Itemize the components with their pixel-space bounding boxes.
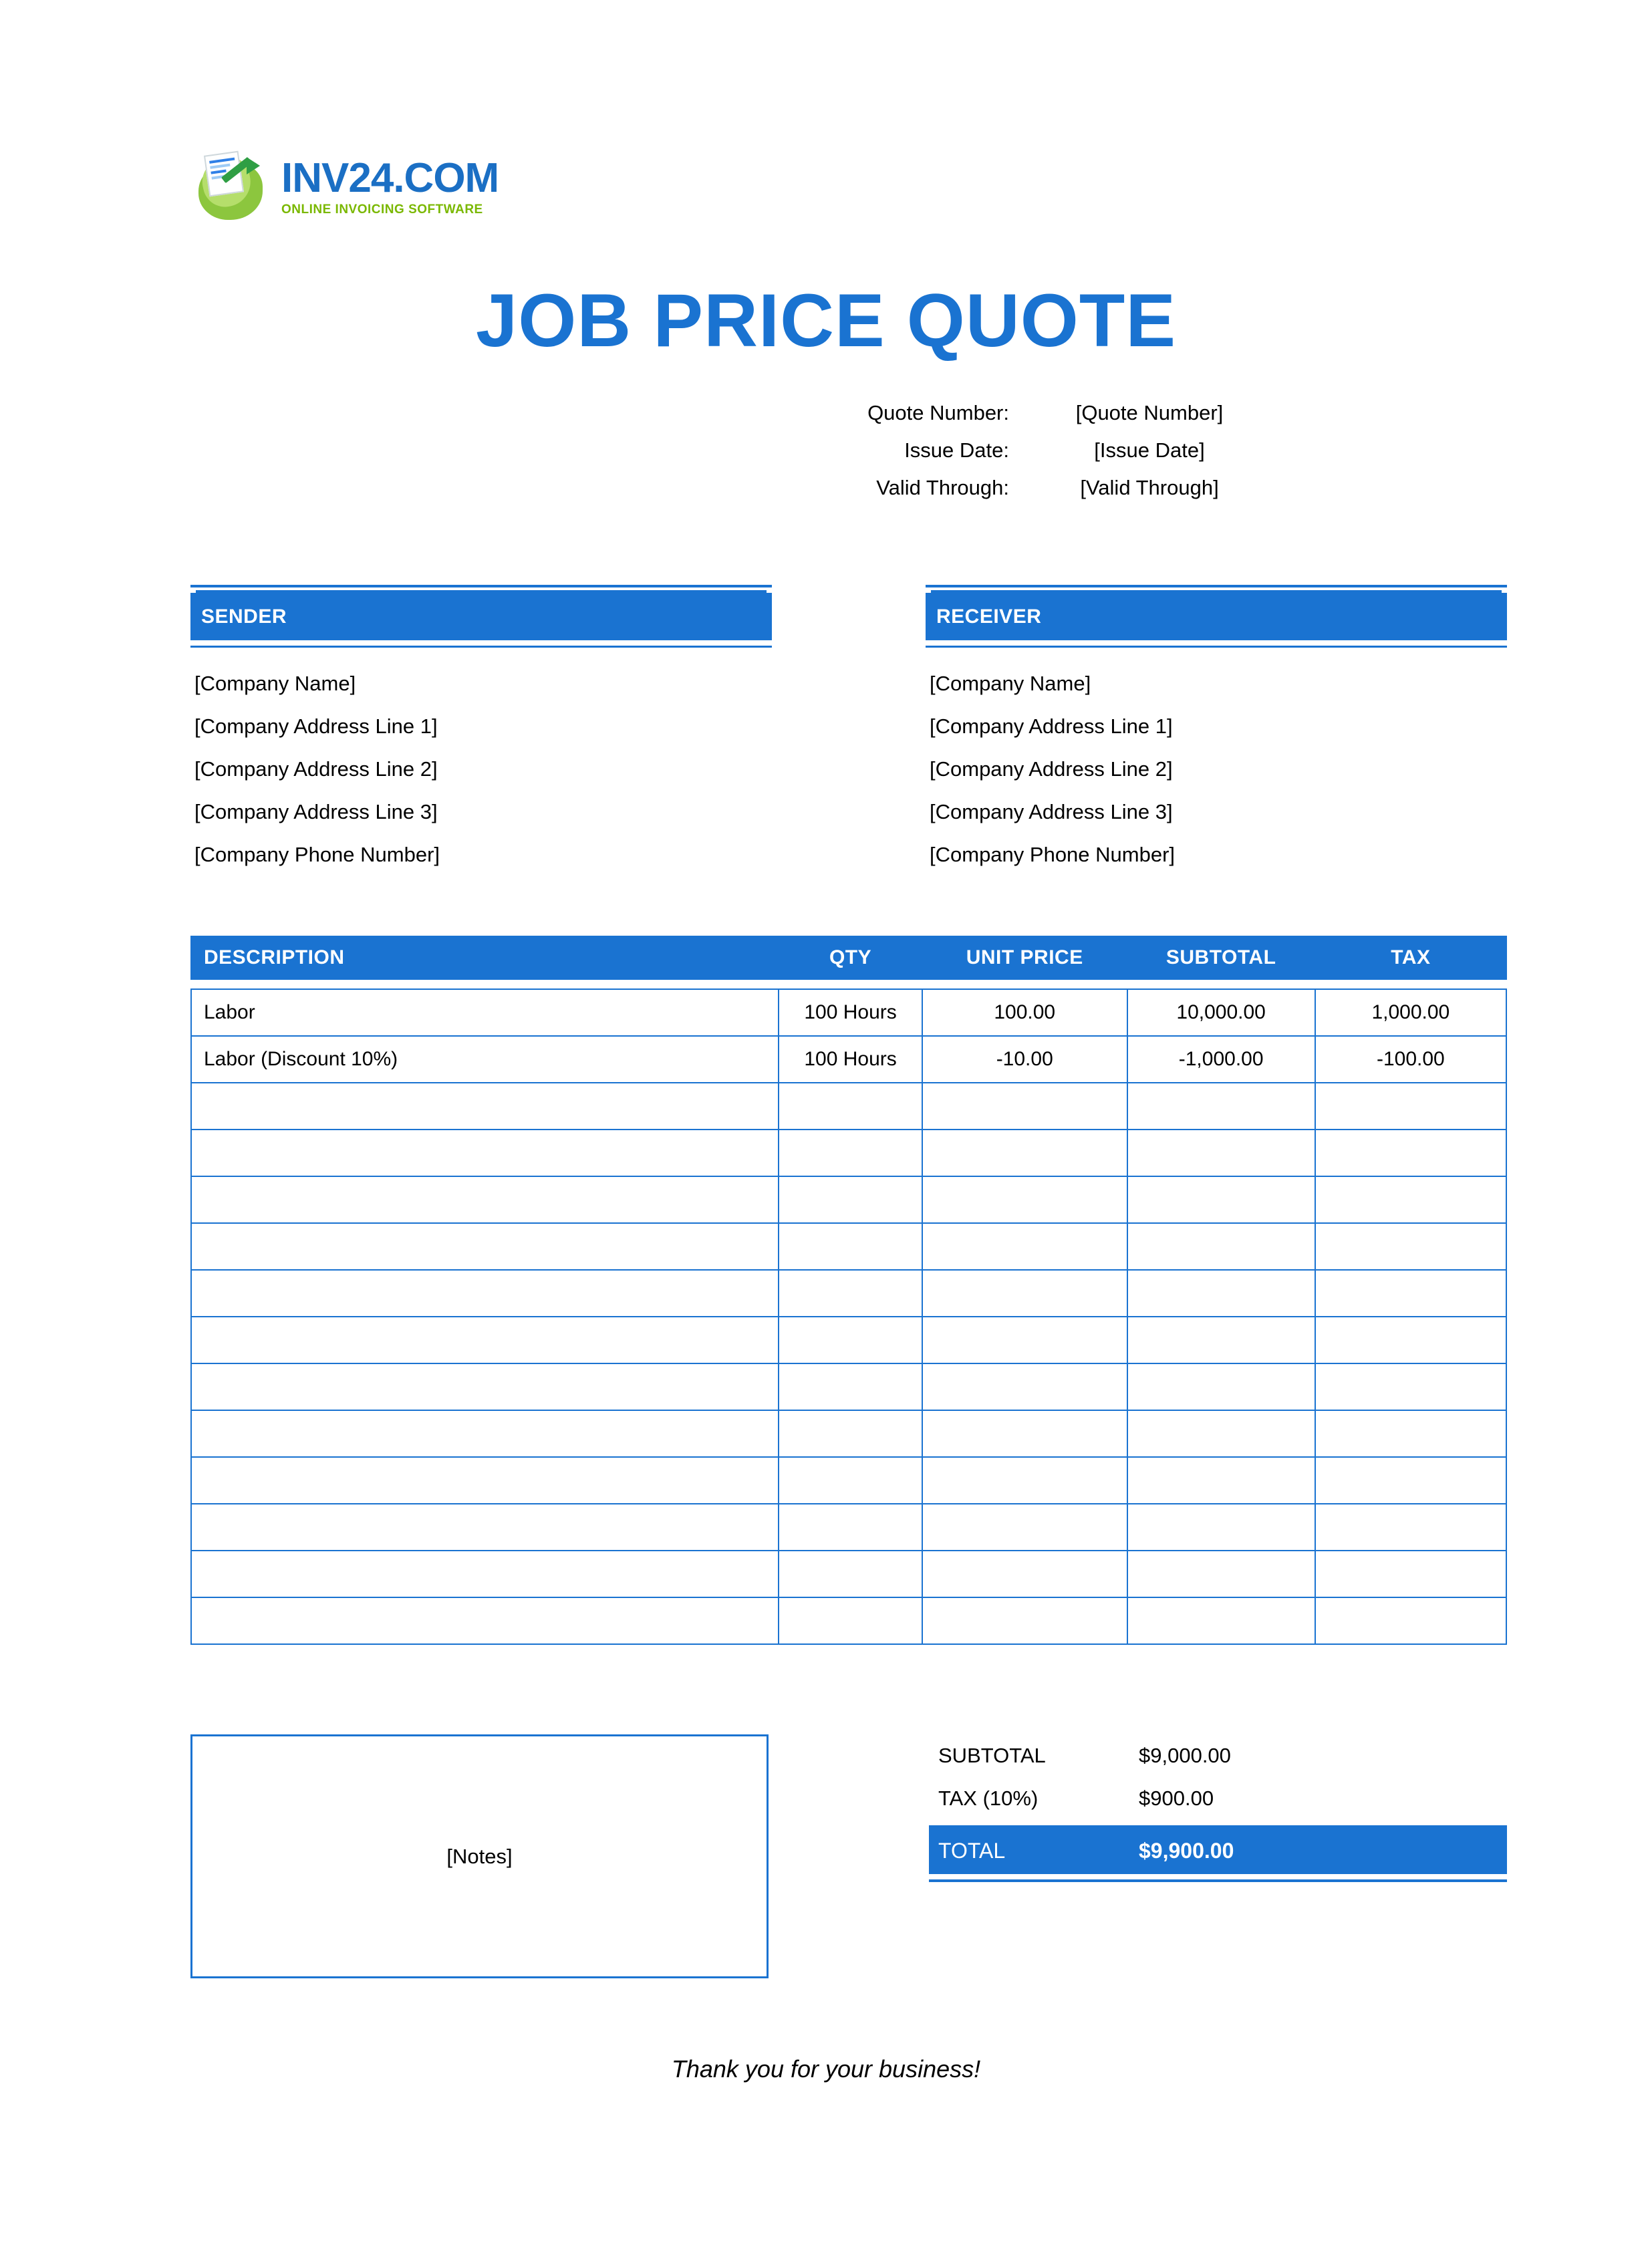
cell-tax[interactable]: 1,000.00 — [1315, 989, 1506, 1036]
cell-tax[interactable] — [1315, 1130, 1506, 1176]
cell-subtotal[interactable] — [1127, 1363, 1315, 1410]
cell-description[interactable]: Labor (Discount 10%) — [191, 1036, 779, 1083]
sender-line: [Company Address Line 3] — [194, 800, 438, 823]
line-items-header-gap — [191, 980, 1506, 989]
table-row[interactable] — [191, 1270, 1506, 1317]
cell-subtotal[interactable] — [1127, 1270, 1315, 1317]
cell-qty[interactable] — [779, 1551, 922, 1597]
receiver-header-under — [926, 593, 1507, 648]
total-underline — [929, 1879, 1507, 1882]
table-row[interactable] — [191, 1130, 1506, 1176]
total-row — [929, 1828, 1507, 1874]
cell-qty[interactable] — [779, 1410, 922, 1457]
meta-label-issue-date: Issue Date: — [904, 438, 1009, 462]
quote-meta — [835, 401, 1504, 513]
cell-unit-price[interactable]: 100.00 — [922, 989, 1127, 1036]
cell-description[interactable]: Labor — [191, 989, 779, 1036]
table-row[interactable] — [191, 1457, 1506, 1504]
logo-subtitle: ONLINE INVOICING SOFTWARE — [281, 202, 483, 217]
table-row[interactable] — [191, 1551, 1506, 1597]
cell-tax[interactable] — [1315, 1223, 1506, 1270]
cell-tax[interactable]: -100.00 — [1315, 1036, 1506, 1083]
cell-subtotal[interactable] — [1127, 1130, 1315, 1176]
sender-lines — [190, 662, 772, 876]
line-items-body — [191, 989, 1506, 1644]
cell-unit-price[interactable] — [922, 1504, 1127, 1551]
cell-subtotal[interactable] — [1127, 1083, 1315, 1130]
meta-row-issue-date — [835, 438, 1504, 463]
subtotal-label: SUBTOTAL — [938, 1744, 1046, 1767]
cell-unit-price[interactable] — [922, 1130, 1127, 1176]
sender-line: [Company Phone Number] — [194, 843, 440, 866]
table-row[interactable] — [191, 1410, 1506, 1457]
sender-header-under — [190, 593, 772, 648]
footer-message: Thank you for your business! — [671, 2055, 981, 2083]
table-row[interactable] — [191, 1036, 1506, 1083]
table-row[interactable] — [191, 1176, 1506, 1223]
cell-description[interactable] — [191, 1223, 779, 1270]
cell-unit-price[interactable] — [922, 1083, 1127, 1130]
meta-value-issue-date: [Issue Date] — [1094, 438, 1205, 462]
table-row[interactable] — [191, 1363, 1506, 1410]
cell-subtotal[interactable] — [1127, 1457, 1315, 1504]
cell-tax[interactable] — [1315, 1317, 1506, 1363]
meta-label-valid-through: Valid Through: — [876, 476, 1009, 499]
cell-subtotal[interactable] — [1127, 1223, 1315, 1270]
cell-description[interactable] — [191, 1317, 779, 1363]
cell-description[interactable] — [191, 1597, 779, 1644]
cell-tax[interactable] — [1315, 1083, 1506, 1130]
subtotal-value: $9,000.00 — [1139, 1744, 1231, 1767]
cell-subtotal[interactable] — [1127, 1317, 1315, 1363]
cell-subtotal[interactable] — [1127, 1504, 1315, 1551]
tax-row — [929, 1777, 1507, 1820]
cell-unit-price[interactable] — [922, 1223, 1127, 1270]
cell-qty[interactable] — [779, 1363, 922, 1410]
sender-block — [190, 585, 772, 876]
sender-line: [Company Address Line 1] — [194, 714, 438, 738]
subtotal-row — [929, 1734, 1507, 1777]
cell-qty[interactable] — [779, 1597, 922, 1644]
line-items-header-row — [191, 936, 1506, 980]
cell-qty[interactable] — [779, 1457, 922, 1504]
receiver-line: [Company Address Line 1] — [930, 714, 1173, 738]
receiver-line: [Company Address Line 2] — [930, 757, 1173, 781]
receiver-line: [Company Address Line 3] — [930, 800, 1173, 823]
cell-qty[interactable] — [779, 1270, 922, 1317]
cell-description[interactable] — [191, 1410, 779, 1457]
sender-line: [Company Name] — [194, 672, 356, 695]
cell-tax[interactable] — [1315, 1176, 1506, 1223]
line-items-head — [191, 936, 1506, 989]
col-header-qty: QTY — [779, 936, 922, 980]
col-header-description: DESCRIPTION — [191, 936, 779, 980]
cell-qty[interactable] — [779, 1083, 922, 1130]
total-value: $9,900.00 — [1139, 1839, 1234, 1863]
cell-qty[interactable] — [779, 1130, 922, 1176]
cell-description[interactable] — [191, 1551, 779, 1597]
cell-tax[interactable] — [1315, 1504, 1506, 1551]
cell-unit-price[interactable] — [922, 1176, 1127, 1223]
totals-block — [929, 1734, 1507, 1978]
meta-label-quote-number: Quote Number: — [867, 401, 1009, 424]
receiver-lines — [926, 662, 1507, 876]
cell-qty[interactable] — [779, 1176, 922, 1223]
table-row[interactable] — [191, 1317, 1506, 1363]
company-logo — [197, 150, 499, 223]
cell-subtotal[interactable]: -1,000.00 — [1127, 1036, 1315, 1083]
meta-value-quote-number: [Quote Number] — [1075, 401, 1224, 424]
bottom-section — [190, 1734, 1507, 1978]
cell-unit-price[interactable] — [922, 1457, 1127, 1504]
meta-value-valid-through: [Valid Through] — [1080, 476, 1219, 499]
parties-section — [190, 585, 1507, 876]
header-gap-cell — [191, 980, 1506, 989]
cell-unit-price[interactable] — [922, 1270, 1127, 1317]
cell-description[interactable] — [191, 1457, 779, 1504]
cell-qty[interactable]: 100 Hours — [779, 989, 922, 1036]
table-row[interactable] — [191, 989, 1506, 1036]
sender-line: [Company Address Line 2] — [194, 757, 438, 781]
logo-text-block — [281, 154, 499, 217]
cell-qty[interactable] — [779, 1504, 922, 1551]
cell-qty[interactable] — [779, 1317, 922, 1363]
tax-value: $900.00 — [1139, 1787, 1214, 1810]
meta-row-quote-number — [835, 401, 1504, 425]
notes-placeholder: [Notes] — [446, 1844, 513, 1868]
cell-tax[interactable] — [1315, 1363, 1506, 1410]
col-header-unit-price: UNIT PRICE — [922, 936, 1127, 980]
receiver-line: [Company Name] — [930, 672, 1091, 695]
sender-header-wrap — [190, 585, 772, 648]
tax-label: TAX (10%) — [938, 1787, 1039, 1810]
sender-heading: SENDER — [190, 593, 772, 640]
cell-unit-price[interactable] — [922, 1410, 1127, 1457]
col-header-subtotal: SUBTOTAL — [1127, 936, 1315, 980]
cell-description[interactable] — [191, 1083, 779, 1130]
cell-subtotal[interactable] — [1127, 1551, 1315, 1597]
cell-subtotal[interactable]: 10,000.00 — [1127, 989, 1315, 1036]
cell-subtotal[interactable] — [1127, 1597, 1315, 1644]
cell-unit-price[interactable] — [922, 1317, 1127, 1363]
cell-unit-price[interactable] — [922, 1363, 1127, 1410]
cell-tax[interactable] — [1315, 1597, 1506, 1644]
col-header-tax: TAX — [1315, 936, 1506, 980]
cell-tax[interactable] — [1315, 1270, 1506, 1317]
table-row[interactable] — [191, 1083, 1506, 1130]
logo-document-icon — [204, 151, 244, 197]
cell-description[interactable] — [191, 1176, 779, 1223]
page-title: JOB PRICE QUOTE — [475, 279, 1177, 362]
cell-tax[interactable] — [1315, 1457, 1506, 1504]
inv24-logo-icon — [197, 150, 269, 223]
cell-tax[interactable] — [1315, 1410, 1506, 1457]
cell-qty[interactable] — [779, 1223, 922, 1270]
logo-title: INV24.COM — [281, 154, 499, 201]
cell-subtotal[interactable] — [1127, 1176, 1315, 1223]
total-label: TOTAL — [938, 1839, 1006, 1863]
table-row[interactable] — [191, 1504, 1506, 1551]
receiver-heading: RECEIVER — [926, 593, 1507, 640]
cell-qty[interactable]: 100 Hours — [779, 1036, 922, 1083]
cell-description[interactable] — [191, 1363, 779, 1410]
notes-input[interactable] — [190, 1734, 769, 1978]
cell-subtotal[interactable] — [1127, 1410, 1315, 1457]
cell-unit-price[interactable] — [922, 1597, 1127, 1644]
cell-tax[interactable] — [1315, 1551, 1506, 1597]
cell-description[interactable] — [191, 1270, 779, 1317]
table-row[interactable] — [191, 1597, 1506, 1644]
receiver-line: [Company Phone Number] — [930, 843, 1176, 866]
meta-row-valid-through — [835, 476, 1504, 500]
cell-unit-price[interactable] — [922, 1551, 1127, 1597]
receiver-header-wrap — [926, 585, 1507, 648]
receiver-block — [926, 585, 1507, 876]
cell-unit-price[interactable]: -10.00 — [922, 1036, 1127, 1083]
cell-description[interactable] — [191, 1504, 779, 1551]
cell-description[interactable] — [191, 1130, 779, 1176]
line-items-table — [190, 936, 1507, 1645]
table-row[interactable] — [191, 1223, 1506, 1270]
